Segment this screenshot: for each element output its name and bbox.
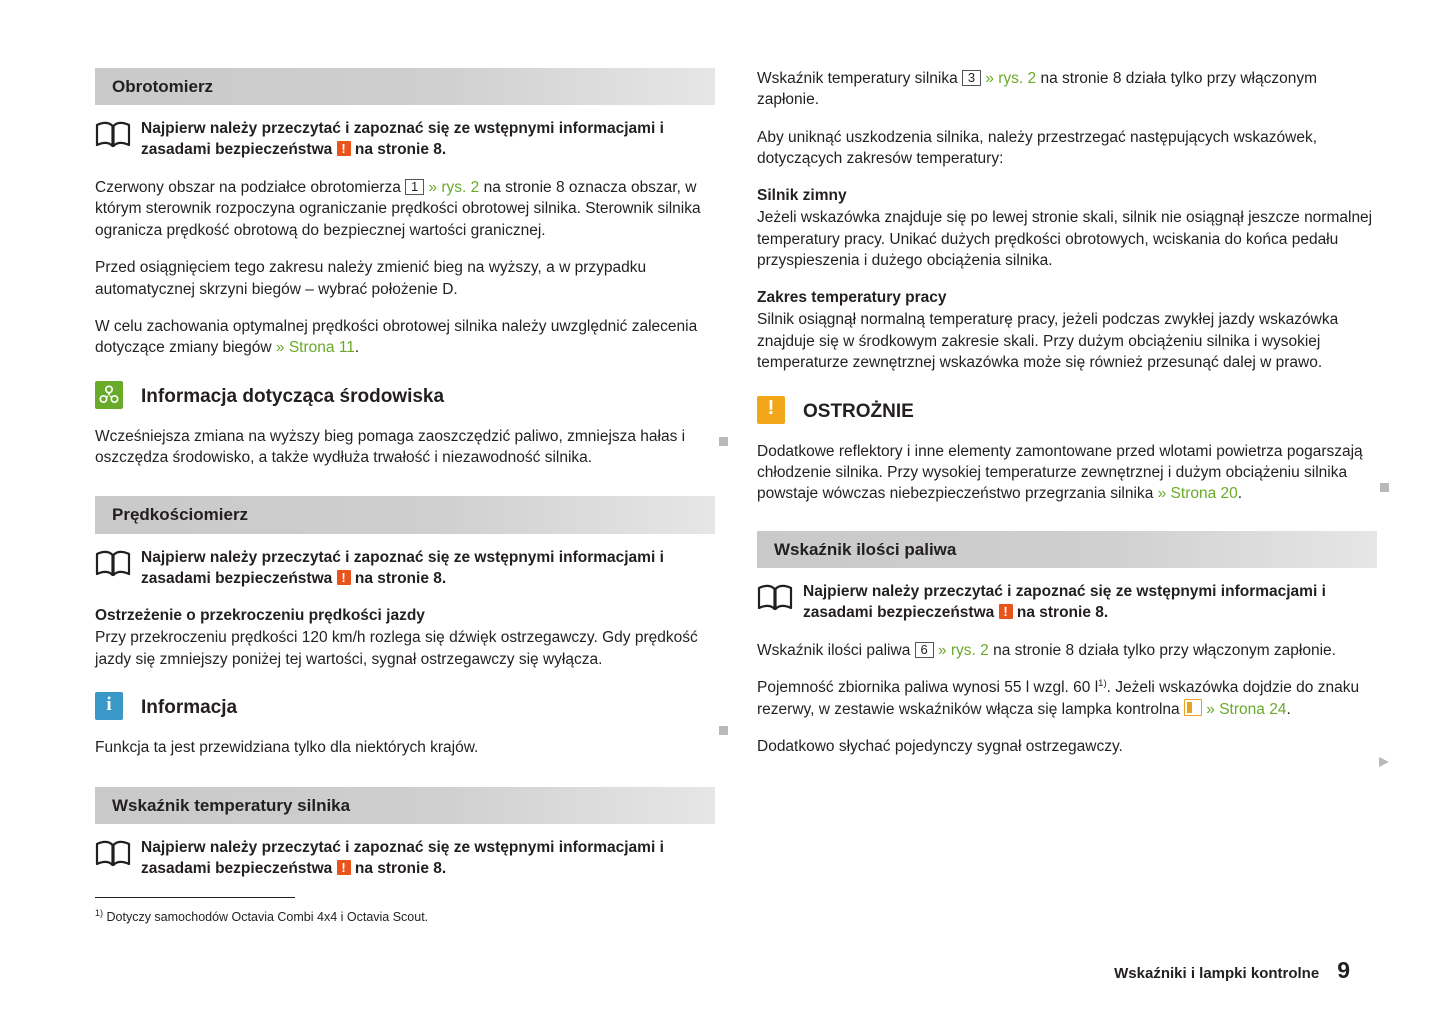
environment-icon bbox=[95, 381, 141, 414]
paragraph-cold-engine: Jeżeli wskazówka znajduje się po lewej stronie skali, silnik nie osiągnął jeszcze normalnej temperatury pracy. Unikać dużych prędkości obrotowych, wciskania do końca pedału przyspieszenia i dużego obciążenia silnika. bbox=[757, 209, 1373, 270]
callout-caution-header bbox=[757, 396, 1377, 429]
paragraph-tachometer-3 bbox=[95, 316, 715, 359]
continuation-marker bbox=[719, 437, 728, 446]
callout-environment-body: Wcześniejsza zmiana na wyższy bieg pomaga zaoszczędzić paliwo, zmniejsza hałas i oszczędza środowisko, a także wydłuża trwałość i niezawodność silnika. bbox=[95, 427, 686, 467]
safety-note-engine-temp bbox=[95, 838, 715, 880]
safety-note-text-after: na stronie 8. bbox=[350, 141, 447, 159]
section-heading-fuel-gauge: Wskaźnik ilości paliwa bbox=[757, 531, 1377, 568]
book-icon bbox=[95, 838, 141, 873]
safety-note-text-before: Najpierw należy przeczytać i zapoznać się ze wstępnymi informacjami i zasadami bezpieczeństwa bbox=[141, 838, 664, 877]
text-run: na stronie 8 działa tylko przy włączonym zapłonie. bbox=[988, 641, 1336, 659]
paragraph-operating-temp: Silnik osiągnął normalną temperaturę pracy, jeżeli podczas zwykłej jazdy wskazówka znajduje się w środkowym zakresie skali. Przy dużym obciążeniu silnika i wysokiej temperaturze zewnętrznej wskazówka może się również przesunąć dalej w prawo. bbox=[757, 311, 1339, 372]
subheading-operating-temp: Zakres temperatury pracy bbox=[757, 288, 947, 306]
footnote-marker-ref: 1) bbox=[1098, 678, 1107, 690]
paragraph-fuel-3: Dodatkowo słychać pojedynczy sygnał ostrzegawczy. bbox=[757, 738, 1123, 756]
footer-chapter-title: Wskaźniki i lampki kontrolne bbox=[1114, 965, 1320, 982]
right-column bbox=[757, 68, 1377, 773]
warning-badge: ! bbox=[337, 141, 351, 156]
paragraph-engine-temp-2: Aby uniknąć uszkodzenia silnika, należy przestrzegać następujących wskazówek, dotyczących zakresów temperatury: bbox=[757, 128, 1318, 168]
paragraph-engine-temp-intro bbox=[757, 68, 1377, 111]
callout-info-title: Informacja bbox=[141, 697, 238, 719]
footnote-rule bbox=[95, 897, 295, 898]
paragraph-tachometer-2: Przed osiągnięciem tego zakresu należy zmienić bieg na wyższy, a w przypadku automatycznej skrzyni biegów – wybrać położenie D. bbox=[95, 259, 647, 298]
left-column bbox=[95, 68, 715, 896]
text-run: Dodatkowe reflektory i inne elementy zamontowane przed wlotami powietrza pogarszają chłodzenie silnika. Przy wysokiej temperaturze zewnętrznej i dużym obciążeniu silnika powstaje wówczas niebezpieczeństwo przegrzania silnika bbox=[757, 442, 1363, 503]
info-icon bbox=[95, 692, 141, 725]
book-icon bbox=[757, 582, 803, 617]
safety-note-fuel-gauge bbox=[757, 582, 1377, 624]
callout-caution-title: OSTROŻNIE bbox=[803, 400, 914, 422]
text-run: Wskaźnik ilości paliwa bbox=[757, 641, 915, 659]
callout-environment-title: Informacja dotycząca środowiska bbox=[141, 385, 445, 407]
safety-note-text-after: na stronie 8. bbox=[350, 569, 447, 587]
safety-note-text-before: Najpierw należy przeczytać i zapoznać się ze wstępnymi informacjami i zasadami bezpieczeństwa bbox=[803, 582, 1326, 621]
page-link-24[interactable]: » Strona 24 bbox=[1201, 700, 1287, 718]
safety-note-text bbox=[141, 838, 715, 880]
text-run: Wskaźnik temperatury silnika bbox=[757, 70, 963, 87]
footnote bbox=[95, 908, 715, 925]
callout-info-body: Funkcja ta jest przewidziana tylko dla niektórych krajów. bbox=[95, 739, 479, 757]
page-footer bbox=[1114, 957, 1350, 984]
warning-badge: ! bbox=[337, 570, 351, 585]
text-run: . Jeżeli wskazówka dojdzie do znaku rezerwy, w zestawie wskaźników włącza się lampka kontrolna bbox=[757, 679, 1360, 718]
page-link-11[interactable]: » Strona 11 bbox=[275, 339, 355, 357]
callout-info-header bbox=[95, 692, 715, 725]
book-icon bbox=[95, 548, 141, 583]
text-run: . bbox=[1286, 700, 1291, 718]
text-run: . bbox=[354, 339, 360, 357]
warning-badge: ! bbox=[999, 604, 1013, 619]
footnote-marker: 1) bbox=[95, 908, 104, 918]
text-run: na stronie 8 działa tylko przy włączonym zapłonie. bbox=[757, 70, 1317, 109]
figure-ref-6: 6 bbox=[915, 642, 934, 658]
safety-note-text bbox=[141, 548, 715, 590]
safety-note-text-after: na stronie 8. bbox=[1012, 603, 1109, 621]
page-link-20[interactable]: » Strona 20 bbox=[1157, 485, 1238, 503]
text-run: na stronie 8 oznacza obszar, w którym sterownik rozpoczyna ograniczanie prędkości obrotowej silnika. Sterownik silnika ogranicza prędkość obrotową do bezpiecznej wartości granicznej. bbox=[95, 179, 701, 239]
safety-note-text bbox=[141, 119, 715, 161]
continuation-marker bbox=[719, 726, 728, 735]
section-heading-engine-temp: Wskaźnik temperatury silnika bbox=[95, 787, 715, 824]
subheading-speed-warning: Ostrzeżenie o przekroczeniu prędkości jazdy bbox=[95, 606, 425, 624]
book-icon bbox=[95, 119, 141, 154]
safety-note-text bbox=[803, 582, 1377, 624]
figure-link[interactable]: » rys. 2 bbox=[981, 70, 1037, 87]
subheading-cold-engine: Silnik zimny bbox=[757, 186, 847, 204]
paragraph-tachometer-1 bbox=[95, 177, 715, 241]
paragraph-fuel-1 bbox=[757, 640, 1377, 661]
section-heading-tachometer: Obrotomierz bbox=[95, 68, 715, 105]
figure-ref-3: 3 bbox=[962, 70, 981, 86]
continue-arrow-marker bbox=[1379, 757, 1389, 767]
page-number: 9 bbox=[1337, 957, 1350, 983]
text-run: W celu zachowania optymalnej prędkości obrotowej silnika należy uwzględnić zalecenia dotyczące zmiany biegów bbox=[95, 317, 698, 357]
section-heading-speedometer: Prędkościomierz bbox=[95, 496, 715, 533]
paragraph-fuel-2 bbox=[757, 677, 1377, 720]
safety-note-text-after: na stronie 8. bbox=[350, 859, 447, 877]
continuation-marker bbox=[1380, 483, 1389, 492]
footnote-text: Dotyczy samochodów Octavia Combi 4x4 i Octavia Scout. bbox=[106, 910, 429, 925]
safety-note-tachometer bbox=[95, 119, 715, 161]
callout-caution-body bbox=[757, 441, 1377, 505]
text-run: Czerwony obszar na podziałce obrotomierza bbox=[95, 179, 406, 197]
figure-link[interactable]: » rys. 2 bbox=[933, 641, 989, 659]
figure-ref-1: 1 bbox=[405, 179, 424, 195]
warning-badge: ! bbox=[337, 860, 351, 875]
safety-note-text-before: Najpierw należy przeczytać i zapoznać się ze wstępnymi informacjami i zasadami bezpieczeństwa bbox=[141, 548, 664, 587]
paragraph-speed-warning: Przy przekroczeniu prędkości 120 km/h rozlega się dźwięk ostrzegawczy. Gdy prędkość jazdy się zmniejszy poniżej tej wartości, sygnał ostrzegawczy się wyłącza. bbox=[95, 629, 698, 668]
text-run: . bbox=[1237, 485, 1243, 503]
figure-link[interactable]: » rys. 2 bbox=[424, 179, 480, 197]
caution-icon bbox=[757, 396, 803, 429]
fuel-lamp-icon bbox=[1184, 699, 1202, 716]
safety-note-speedometer bbox=[95, 548, 715, 590]
callout-environment-header bbox=[95, 381, 715, 414]
safety-note-text-before: Najpierw należy przeczytać i zapoznać się ze wstępnymi informacjami i zasadami bezpieczeństwa bbox=[141, 120, 664, 159]
text-run: Pojemność zbiornika paliwa wynosi 55 l wzgl. 60 l bbox=[757, 679, 1099, 697]
